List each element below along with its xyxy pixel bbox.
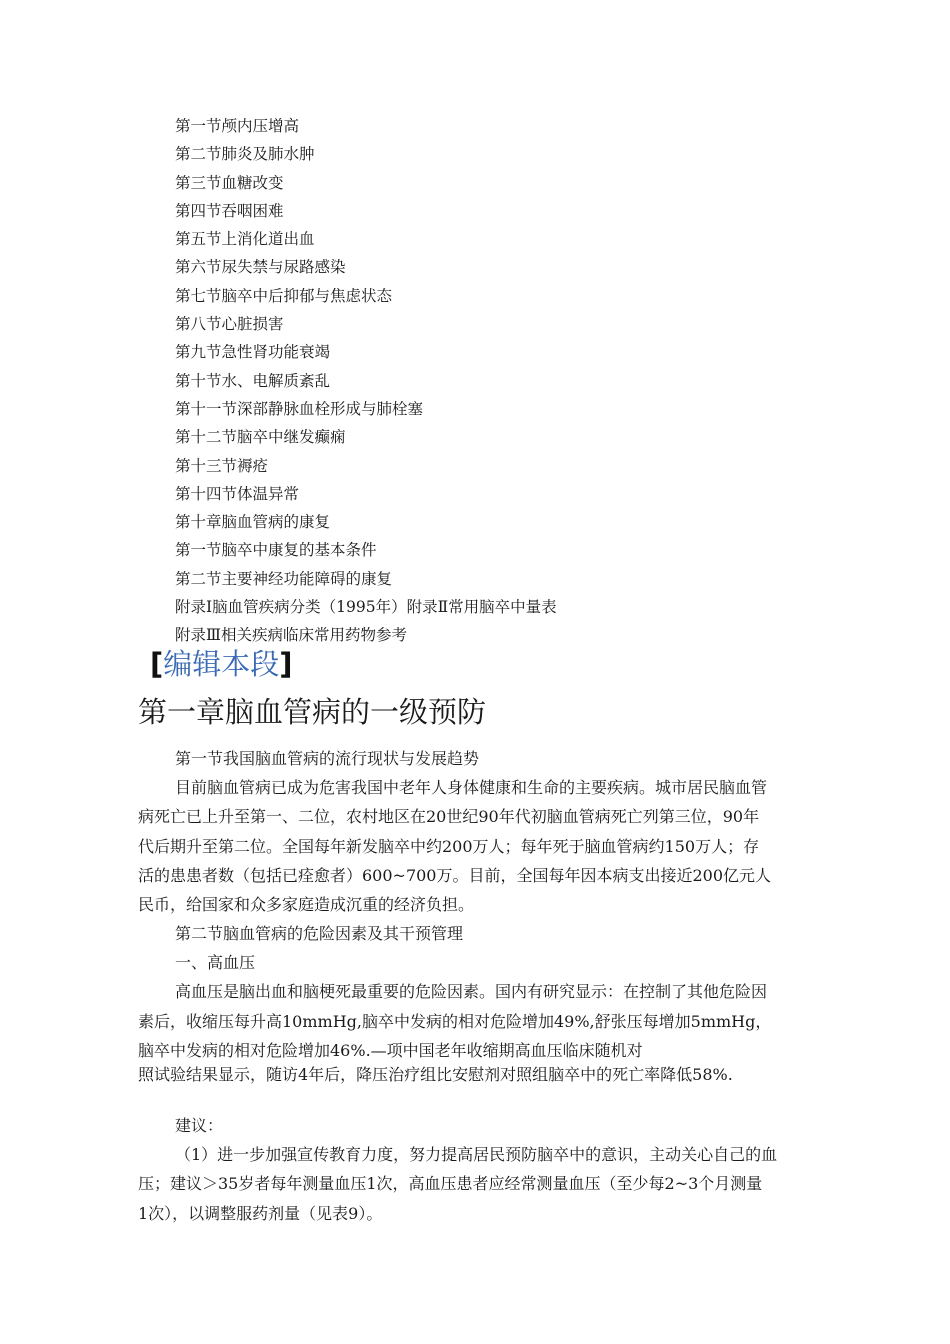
paragraph-line: 民币，给国家和众多家庭造成沉重的经济负担。 (138, 894, 475, 914)
section-heading: 第二节脑血管病的危险因素及其干预管理 (175, 924, 464, 943)
toc-item: 第四节吞咽困难 (175, 201, 284, 220)
paragraph-line: 压；建议＞35岁者每年测量血压1次，高血压患者应经常测量血压（至少每2~3个月测量 (138, 1174, 763, 1194)
toc-item: 第十三节褥疮 (175, 456, 269, 475)
toc-item: 第七节脑卒中后抑郁与焦虑状态 (175, 286, 393, 305)
toc-item: 第六节尿失禁与尿路感染 (175, 258, 346, 277)
toc-item: 第五节上消化道出血 (175, 230, 315, 249)
toc-item: 第三节血糖改变 (175, 173, 284, 192)
section-epidemiology (138, 744, 818, 919)
subsection-heading: 一、高血压 (175, 953, 256, 973)
paragraph-line: 照试验结果显示，随访4年后，降压治疗组比安慰剂对照组脑卒中的死亡率降低58%. (138, 1064, 733, 1084)
toc-item: 第二节肺炎及肺水肿 (175, 145, 315, 164)
paragraph-line: 1次），以调整服药剂量（见表9）。 (138, 1203, 383, 1223)
toc-item: 第八节心脏损害 (175, 315, 284, 334)
paragraph-line: 活的患患者数（包括已痊愈者）600~700万。目前，全国每年因本病支出接近200亿元人 (138, 865, 772, 885)
section-heading: 第一节我国脑血管病的流行现状与发展趋势 (175, 749, 480, 768)
suggestion-heading: 建议： (175, 1116, 224, 1135)
toc-item: 第九节急性肾功能衰竭 (175, 343, 331, 362)
edit-section-link[interactable] (150, 644, 293, 684)
toc-item: 第一节脑卒中康复的基本条件 (175, 541, 377, 560)
section-suggestions (138, 1111, 818, 1228)
paragraph-line: 脑卒中发病的相对危险增加46%.—项中国老年收缩期高血压临床随机对 (138, 1040, 643, 1060)
toc-item: 第十节水、电解质紊乱 (175, 371, 331, 390)
toc-item: 第十四节体温异常 (175, 484, 300, 503)
open-bracket: [ (150, 647, 164, 681)
toc-item: 附录Ⅰ脑血管疾病分类（1995年）附录Ⅱ常用脑卒中量表 (175, 598, 557, 617)
paragraph-line: 目前脑血管病已成为危害我国中老年人身体健康和生命的主要疾病。城市居民脑血管 (175, 778, 768, 798)
toc-item: 第一节颅内压增高 (175, 117, 300, 135)
paragraph-line: 代后期升至第二位。全国每年新发脑卒中约200万人；每年死于脑血管病约150万人；存 (138, 836, 760, 856)
toc-item: 第十一节深部静脉血栓形成与肺栓塞 (175, 399, 424, 418)
toc-item: 第十二节脑卒中继发癫痫 (175, 428, 346, 447)
paragraph-line: 高血压是脑出血和脑梗死最重要的危险因素。国内有研究显示：在控制了其他危险因 (175, 982, 768, 1002)
paragraph-line: 素后，收缩压每升高10mmHg,脑卒中发病的相对危险增加49%,舒张压每增加5mmHg， (138, 1011, 772, 1031)
toc-item: 第二节主要神经功能障碍的康复 (175, 569, 393, 588)
chapter-title: 第一章脑血管病的一级预防 (138, 695, 487, 729)
table-of-contents (175, 112, 875, 650)
paragraph-line: （1）进一步加强宣传教育力度，努力提高居民预防脑卒中的意识，主动关心自己的血 (175, 1145, 778, 1165)
paragraph-line: 病死亡已上升至第一、二位，农村地区在20世纪90年代初脑血管病死亡列第三位，90年 (138, 807, 760, 827)
section-risk-factors (138, 919, 818, 1089)
toc-item: 附录Ⅲ相关疾病临床常用药物参考 (175, 626, 407, 645)
edit-section-label[interactable]: 编辑本段 (163, 647, 280, 681)
toc-item: 第十章脑血管病的康复 (175, 513, 331, 532)
close-bracket: ] (279, 647, 293, 681)
